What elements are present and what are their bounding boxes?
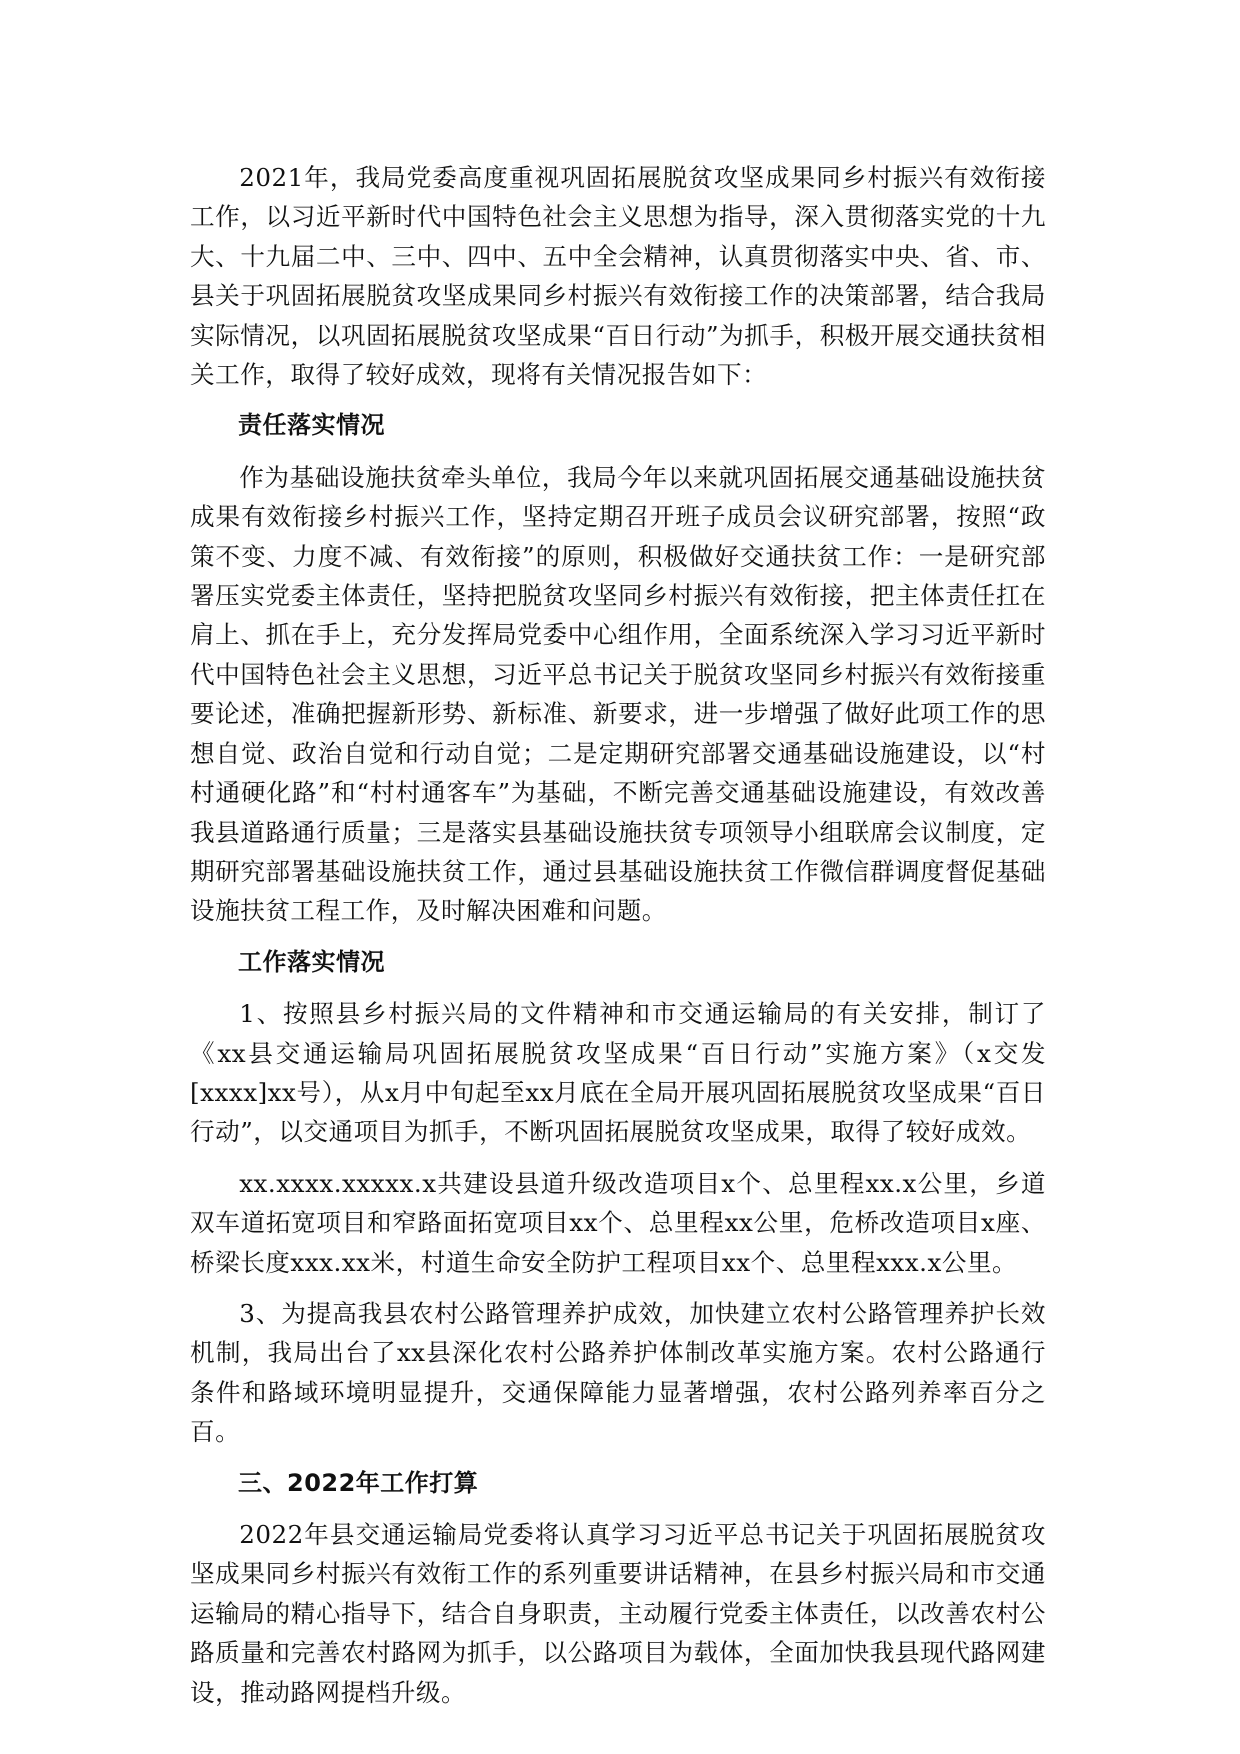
section-heading-responsibility: 责任落实情况 (238, 411, 385, 440)
work-paragraph-2: xx.xxxx.xxxxx.x共建设县道升级改造项目x个、总里程xx.x公里，乡道双车道拓宽项目和窄路面拓宽项目xx个、总里程xx公里，危桥改造项目x座、桥梁长度xxx.xx米，村道生命安全防护工程项目xx个、总里程xxx.x公里。 (190, 1168, 1046, 1277)
work-paragraph-3: 3、为提高我县农村公路管理养护成效，加快建立农村公路管理养护长效机制，我局出台了xx县深化农村公路养护体制改革实施方案。农村公路通行条件和路域环境明显提升，交通保障能力显著增强，农村公路列养率百分之百。 (190, 1298, 1046, 1447)
plan-2022-paragraph: 2022年县交通运输局党委将认真学习习近平总书记关于巩固拓展脱贫攻坚成果同乡村振兴有效衔工作的系列重要讲话精神，在县乡村振兴局和市交通运输局的精心指导下，结合自身职责，主动履行党委主体责任，以改善农村公路质量和完善农村路网为抓手，以公路项目为载体，全面加快我县现代路网建设，推动路网提档升级。 (190, 1520, 1046, 1707)
section-heading-work: 工作落实情况 (238, 947, 385, 976)
document-body (190, 158, 1046, 1724)
intro-paragraph: 2021年，我局党委高度重视巩固拓展脱贫攻坚成果同乡村振兴有效衔接工作，以习近平新时代中国特色社会主义思想为指导，深入贯彻落实党的十九大、十九届二中、三中、四中、五中全会精神，认真贯彻落实中央、省、市、县关于巩固拓展脱贫攻坚成果同乡村振兴有效衔接工作的决策部署，结合我局实际情况，以巩固拓展脱贫攻坚成果“百日行动”为抓手，积极开展交通扶贫相关工作，取得了较好成效，现将有关情况报告如下： (190, 163, 1046, 390)
section-heading-plan-2022: 三、2022年工作打算 (238, 1468, 479, 1497)
responsibility-paragraph: 作为基础设施扶贫牵头单位，我局今年以来就巩固拓展交通基础设施扶贫成果有效衔接乡村振兴工作，坚持定期召开班子成员会议研究部署，按照“政策不变、力度不减、有效衔接”的原则，积极做好交通扶贫工作：一是研究部署压实党委主体责任，坚持把脱贫攻坚同乡村振兴有效衔接，把主体责任扛在肩上、抓在手上，充分发挥局党委中心组作用，全面系统深入学习习近平新时代中国特色社会主义思想，习近平总书记关于脱贫攻坚同乡村振兴有效衔接重要论述，准确把握新形势、新标准、新要求，进一步增强了做好此项工作的思想自觉、政治自觉和行动自觉；二是定期研究部署交通基础设施建设，以“村村通硬化路”和“村村通客车”为基础，不断完善交通基础设施建设，有效改善我县道路通行质量；三是落实县基础设施扶贫专项领导小组联席会议制度，定期研究部署基础设施扶贫工作，通过县基础设施扶贫工作微信群调度督促基础设施扶贫工程工作，及时解决困难和问题。 (190, 462, 1046, 926)
work-paragraph-1: 1、按照县乡村振兴局的文件精神和市交通运输局的有关安排，制订了《xx县交通运输局巩固拓展脱贫攻坚成果“百日行动”实施方案》（x交发[xxxx]xx号），从x月中旬起至xx月底在全局开展巩固拓展脱贫攻坚成果“百日行动”，以交通项目为抓手，不断巩固拓展脱贫攻坚成果，取得了较好成效。 (190, 999, 1046, 1147)
